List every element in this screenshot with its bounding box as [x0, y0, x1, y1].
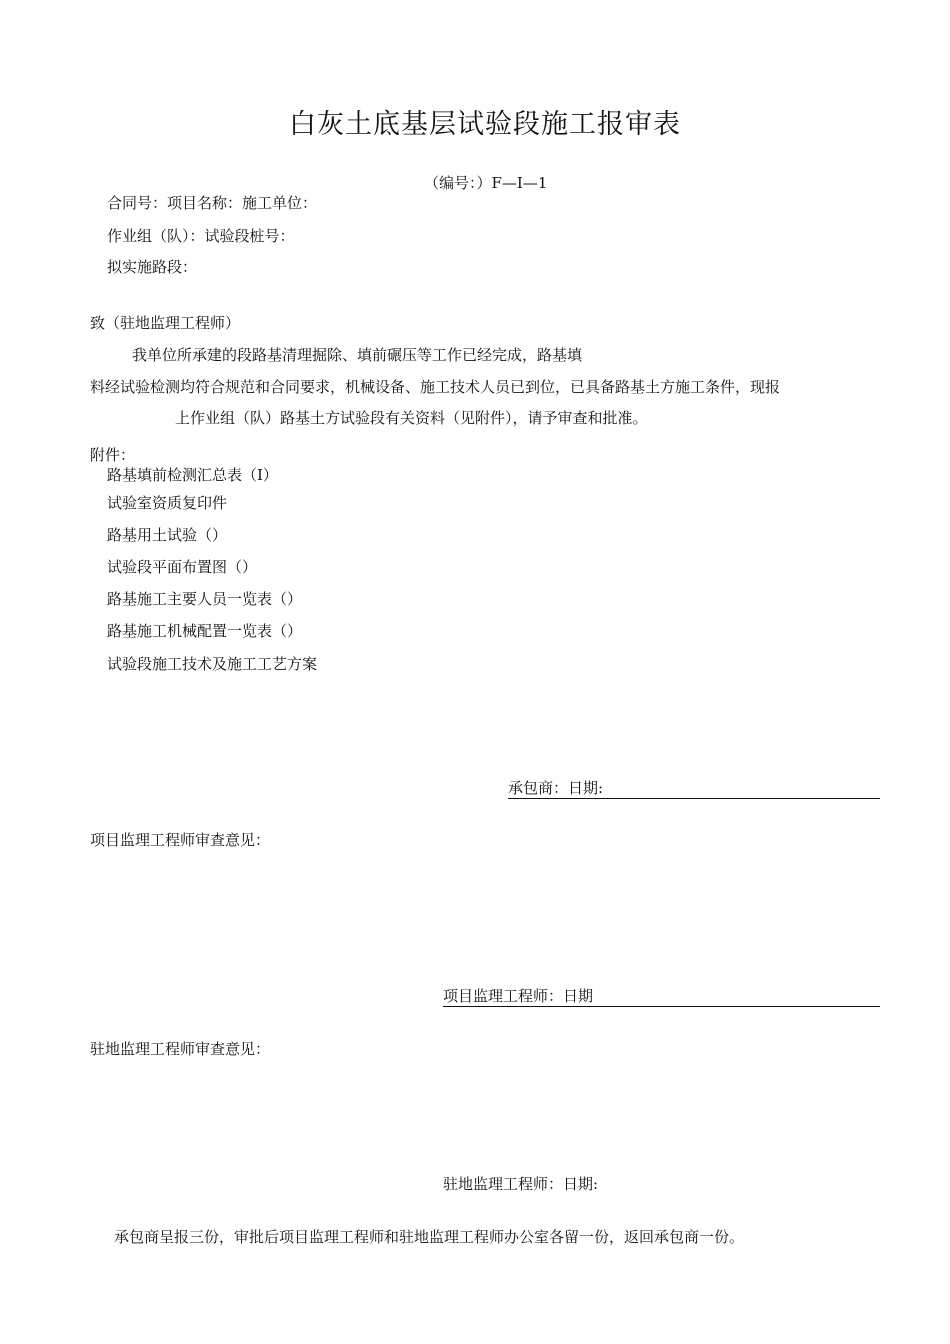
body-line-1: 我单位所承建的段路基清理掘除、填前碾压等工作已经完成，路基填: [132, 346, 583, 364]
project-supervisor-opinion-label: 项目监理工程师审查意见：: [90, 831, 271, 849]
body-line-3: 上作业组（队）路基土方试验段有关资料（见附件），请予审查和批准。: [175, 409, 648, 427]
attachment-item: 路基施工主要人员一览表（）: [107, 590, 303, 608]
form-title: 白灰土底基层试验段施工报审表: [289, 109, 681, 140]
resident-supervisor-signature-line: 驻地监理工程师：日期:: [443, 1175, 599, 1193]
addressee: 致（驻地监理工程师）: [90, 314, 241, 332]
project-supervisor-signature-line: 项目监理工程师：日期: [443, 987, 880, 1007]
attachment-item: 路基填前检测汇总表（I）: [107, 466, 278, 484]
work-team-station-line: 作业组（队）：试验段桩号：: [107, 227, 295, 245]
attachment-item: 试验段施工技术及施工工艺方案: [107, 655, 318, 673]
attachment-item: 路基施工机械配置一览表（）: [107, 622, 303, 640]
attachment-item: 试验段平面布置图（）: [107, 558, 258, 576]
contract-project-unit-line: 合同号：项目名称：施工单位：: [107, 194, 318, 212]
planned-section-line: 拟实施路段：: [107, 258, 198, 276]
attachment-item: 试验室资质复印件: [107, 494, 228, 512]
form-code: （编号：）F—I—1: [424, 174, 548, 192]
contractor-signature-line: 承包商：日期:: [508, 779, 880, 799]
body-line-2: 料经试验检测均符合规范和合同要求，机械设备、施工技术人员已到位，已具备路基土方施工条件，现报: [90, 378, 781, 396]
attachment-item: 路基用土试验（）: [107, 526, 228, 544]
resident-supervisor-opinion-label: 驻地监理工程师审查意见：: [90, 1040, 271, 1058]
footer-note: 承包商呈报三份，审批后项目监理工程师和驻地监理工程师办公室各留一份，返回承包商一份。: [114, 1228, 745, 1246]
attachments-label: 附件：: [90, 446, 136, 464]
